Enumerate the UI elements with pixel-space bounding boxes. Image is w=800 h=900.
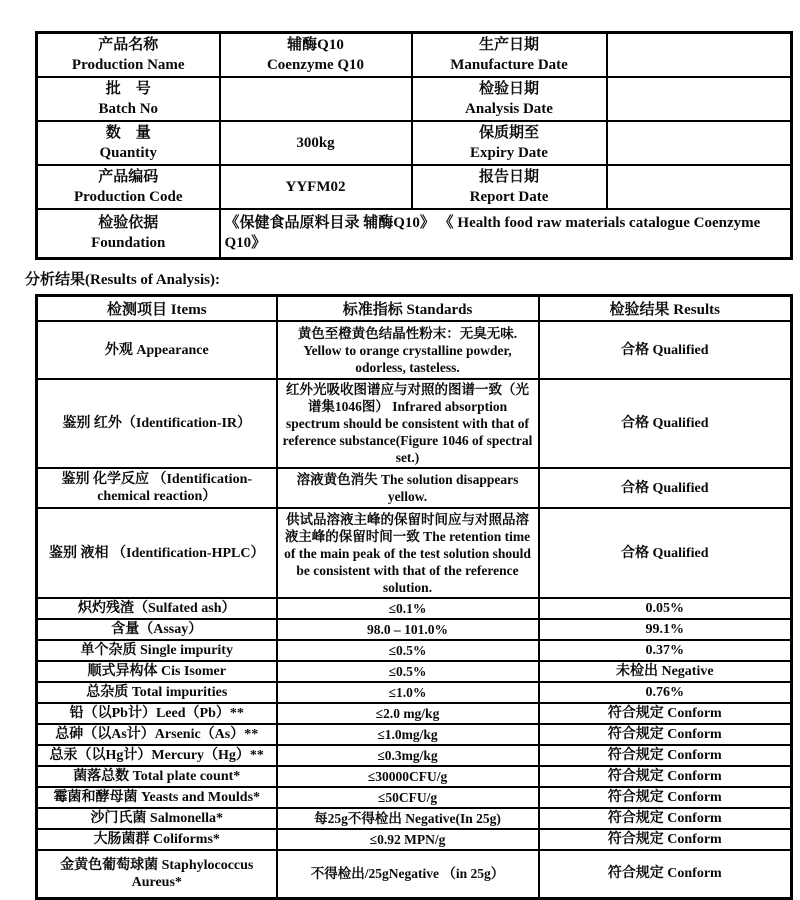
standard-cell: 红外光吸收图谱应与对照的图谱一致（光谱集1046图） Infrared absorption spectrum should be consistent with that of reference substance(Figure 1046 of spectral set.) (277, 379, 539, 468)
label-zh: 产品名称 (98, 37, 159, 53)
standard-cell: 98.0 – 101.0% (277, 619, 539, 640)
label-zh: 检验日期 (478, 81, 539, 97)
value-zh: YYFM02 (285, 179, 346, 195)
results-row-appearance (37, 321, 792, 379)
label-en: Expiry Date (470, 145, 548, 161)
label-zh: 检验依据 (98, 215, 159, 232)
standard-cell: 不得检出/25gNegative （in 25g） (277, 850, 539, 898)
items-column-header: 检测项目 Items (37, 295, 277, 321)
standard-cell: ≤2.0 mg/kg (277, 703, 539, 724)
results-row-total-plate-count (37, 766, 792, 787)
standard-cell: ≤0.1% (277, 598, 539, 619)
item-cell: 总汞（以Hg计）Mercury（Hg）** (37, 745, 277, 766)
results-row-coliforms (37, 829, 792, 850)
item-cell: 霉菌和酵母菌 Yeasts and Moulds* (37, 787, 277, 808)
standard-cell: 供试品溶液主峰的保留时间应与对照品溶液主峰的保留时间一致 The retention time of the main peak of the test solution should be consistent with that of the reference solution. (277, 508, 539, 598)
standard-cell: ≤0.5% (277, 640, 539, 661)
item-cell: 总杂质 Total impurities (37, 682, 277, 703)
label-zh: 产品编码 (98, 169, 159, 185)
item-cell: 大肠菌群 Coliforms* (37, 829, 277, 850)
item-cell: 金黄色葡萄球菌 Staphylococcus Aureus* (37, 850, 277, 898)
result-cell: 符合规定 Conform (539, 787, 792, 808)
label-cell (37, 33, 220, 78)
label-zh: 报告日期 (478, 169, 539, 185)
item-cell: 炽灼残渣（Sulfated ash） (37, 598, 277, 619)
result-cell: 0.37% (539, 640, 792, 661)
results-row-sulfated-ash (37, 598, 792, 619)
label-cell (37, 209, 220, 258)
value-cell-manufacture-date (607, 33, 792, 78)
label-en: Foundation (91, 235, 166, 252)
results-row-cis-isomer (37, 661, 792, 682)
label-cell (37, 165, 220, 209)
info-row-product-name (37, 33, 792, 78)
results-row-single-impurity (37, 640, 792, 661)
label-zh: 数 量 (105, 125, 151, 141)
info-row-production-code (37, 165, 792, 209)
item-cell: 外观 Appearance (37, 321, 277, 379)
results-header-row (37, 295, 792, 321)
value-cell-product-name (220, 33, 412, 78)
standard-cell: ≤50CFU/g (277, 787, 539, 808)
value-en: Coenzyme Q10 (266, 57, 365, 73)
result-cell: 符合规定 Conform (539, 850, 792, 898)
label-zh: 批 号 (105, 81, 151, 97)
results-row-total-impurities (37, 682, 792, 703)
result-cell: 符合规定 Conform (539, 808, 792, 829)
standard-cell: ≤0.3mg/kg (277, 745, 539, 766)
value-cell-production-code (220, 165, 412, 209)
label-en: Quantity (99, 145, 157, 161)
standard-cell: ≤0.92 MPN/g (277, 829, 539, 850)
result-cell: 合格 Qualified (539, 468, 792, 508)
item-cell: 铅（以Pb计）Leed（Pb）** (37, 703, 277, 724)
product-info-table (35, 31, 793, 260)
results-row-lead (37, 703, 792, 724)
result-cell: 符合规定 Conform (539, 703, 792, 724)
label-cell (412, 121, 607, 165)
standards-column-header: 标准指标 Standards (277, 295, 539, 321)
label-zh: 生产日期 (478, 37, 539, 53)
label-cell (412, 33, 607, 78)
result-cell: 合格 Qualified (539, 508, 792, 598)
results-column-header: 检验结果 Results (539, 295, 792, 321)
result-cell: 99.1% (539, 619, 792, 640)
analysis-results-table (35, 294, 793, 900)
standard-cell: 黄色至橙黄色结晶性粉末：无臭无味. Yellow to orange crystalline powder, odorless, tasteless. (277, 321, 539, 379)
label-en: Production Name (71, 57, 185, 73)
label-en: Production Code (74, 189, 183, 205)
value-cell-batch-no (220, 77, 412, 121)
item-cell: 单个杂质 Single impurity (37, 640, 277, 661)
label-cell (37, 121, 220, 165)
result-cell: 未检出 Negative (539, 661, 792, 682)
results-row-mercury (37, 745, 792, 766)
info-row-batch-no (37, 77, 792, 121)
item-cell: 菌落总数 Total plate count* (37, 766, 277, 787)
label-zh: 保质期至 (478, 125, 539, 141)
item-cell: 鉴别 化学反应 （Identification-chemical reaction） (37, 468, 277, 508)
standard-cell: 溶液黄色消失 The solution disappears yellow. (277, 468, 539, 508)
results-section-title: 分析结果(Results of Analysis): (25, 271, 221, 288)
value-zh: 300kg (296, 135, 335, 151)
result-cell: 符合规定 Conform (539, 766, 792, 787)
value-cell-expiry-date (607, 121, 792, 165)
label-cell (37, 77, 220, 121)
result-cell: 符合规定 Conform (539, 745, 792, 766)
results-row-identification-chemical (37, 468, 792, 508)
results-row-salmonella (37, 808, 792, 829)
result-cell: 0.76% (539, 682, 792, 703)
result-cell: 合格 Qualified (539, 321, 792, 379)
item-cell: 鉴别 红外（Identification-IR） (37, 379, 277, 468)
results-row-arsenic (37, 724, 792, 745)
value-cell-analysis-date (607, 77, 792, 121)
results-row-yeasts-moulds (37, 787, 792, 808)
label-cell (412, 77, 607, 121)
info-row-quantity (37, 121, 792, 165)
result-cell: 符合规定 Conform (539, 724, 792, 745)
standard-cell: ≤30000CFU/g (277, 766, 539, 787)
standard-cell: ≤0.5% (277, 661, 539, 682)
label-en: Manufacture Date (450, 57, 568, 73)
item-cell: 沙门氏菌 Salmonella* (37, 808, 277, 829)
label-cell (412, 165, 607, 209)
item-cell: 总砷（以As计）Arsenic（As）** (37, 724, 277, 745)
standard-cell: 每25g不得检出 Negative(In 25g) (277, 808, 539, 829)
results-row-identification-ir (37, 379, 792, 468)
label-en: Report Date (469, 189, 549, 205)
value-zh: 辅酶Q10 (287, 37, 344, 53)
result-cell: 合格 Qualified (539, 379, 792, 468)
value-cell-quantity (220, 121, 412, 165)
item-cell: 鉴别 液相 （Identification-HPLC） (37, 508, 277, 598)
foundation-text: 《保健食品原料目录 辅酶Q10》 《 Health food raw materials catalogue Coenzyme Q10》 (220, 209, 792, 258)
label-en: Analysis Date (465, 101, 553, 117)
item-cell: 顺式异构体 Cis Isomer (37, 661, 277, 682)
result-cell: 0.05% (539, 598, 792, 619)
standard-cell: ≤1.0mg/kg (277, 724, 539, 745)
item-cell: 含量（Assay） (37, 619, 277, 640)
result-cell: 符合规定 Conform (539, 829, 792, 850)
value-cell-report-date (607, 165, 792, 209)
results-row-assay (37, 619, 792, 640)
standard-cell: ≤1.0% (277, 682, 539, 703)
results-row-identification-hplc (37, 508, 792, 598)
label-en: Batch No (98, 101, 159, 117)
info-row-foundation (37, 209, 792, 258)
results-row-staphylococcus-aureus (37, 850, 792, 898)
